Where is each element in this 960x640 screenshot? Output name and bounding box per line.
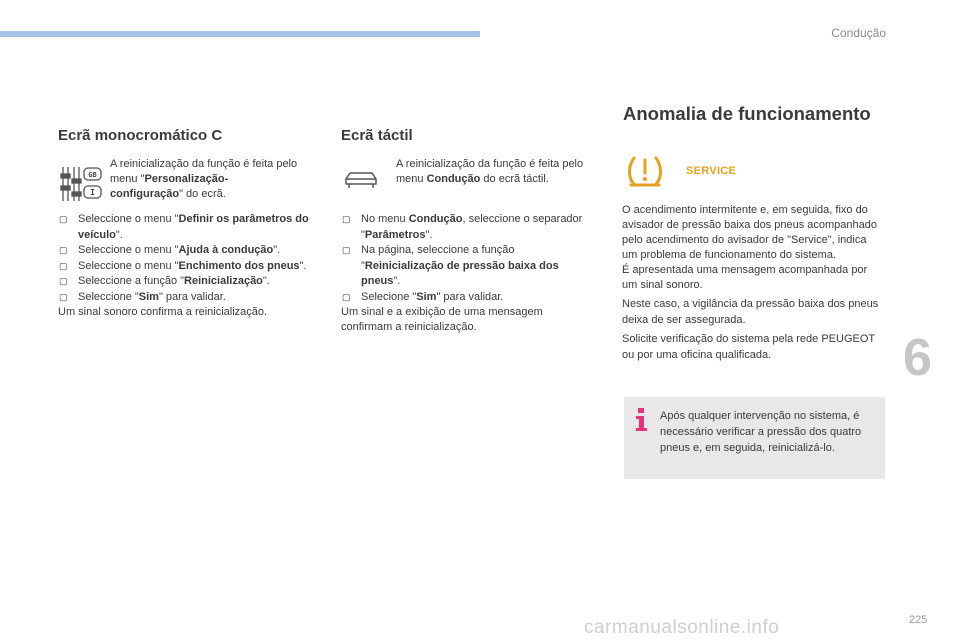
info-note-box: [624, 397, 885, 479]
list-item: ▢ No menu Condução, seleccione o separador "Parâmetros".: [342, 213, 583, 241]
anomaly-paragraph: Neste caso, a vigilância da pressão baixa dos pneus deixa de ser assegurada.: [622, 298, 879, 326]
anomaly-paragraph: O acendimento intermitente e, em seguida, fixo do avisador de pressão baixa dos pneus acompanhado pelo acendimento do avisador de "Service", indica um problema de funcionamento do sistema.: [622, 204, 878, 261]
info-note-text: Após qualquer intervenção no sistema, é necessário verificar a pressão dos quatro pneus e, em seguida, reinicializá-lo.: [660, 410, 862, 454]
watermark: carmanualsonline.info: [584, 617, 780, 638]
anomaly-body: [622, 203, 884, 363]
anomaly-paragraph: É apresentada uma mensagem acompanhada por um sinal sonoro.: [622, 264, 868, 291]
mono-conclusion: Um sinal sonoro confirma a reinicialização.: [58, 306, 268, 318]
mono-section-title: Ecrã monocromático C: [58, 127, 223, 144]
tyre-pressure-warning-icon: [626, 154, 664, 190]
top-accent-bar: [0, 31, 480, 37]
section-header: Condução: [831, 26, 886, 40]
svg-text:I: I: [90, 188, 95, 197]
touch-steps: [341, 212, 591, 335]
touch-section-title: Ecrã táctil: [341, 127, 413, 144]
list-item: ▢ Seleccione "Sim" para validar.: [59, 290, 226, 303]
list-item: ▢ Seleccione a função "Reinicialização".: [59, 275, 270, 287]
list-item: ▢ Seleccione o menu "Ajuda à condução".: [59, 244, 281, 256]
service-warning-label: SERVICE: [686, 165, 737, 177]
touch-conclusion: Um sinal e a exibição de uma mensagem confirmam a reinicialização.: [341, 306, 543, 333]
list-item: ▢ Seleccione o menu "Definir os parâmetros do veículo".: [59, 213, 309, 241]
steering-wheel-controls-icon: [60, 164, 104, 204]
list-item: ▢ Seleccione o menu "Enchimento dos pneus".: [59, 259, 307, 272]
list-item: ▢ Na página, seleccione a função "Reinicialização de pressão baixa dos pneus".: [342, 244, 559, 287]
anomaly-paragraph: Solicite verificação do sistema pela rede PEUGEOT ou por uma oficina qualificada.: [622, 333, 875, 361]
touch-intro: A reinicialização da função é feita pelo menu Condução do ecrã táctil.: [396, 158, 584, 185]
page-number: 225: [909, 614, 928, 626]
list-item: ▢ Selecione "Sim" para validar.: [342, 290, 504, 303]
svg-text:GB: GB: [88, 171, 97, 179]
info-icon: [635, 407, 648, 432]
mono-steps: [58, 212, 313, 320]
anomaly-section-title: Anomalia de funcionamento: [623, 103, 871, 124]
mono-intro: A reinicialização da função é feita pelo menu "Personalização-configuração" do ecrã.: [110, 158, 298, 200]
car-icon: [343, 168, 379, 192]
chapter-number: 6: [903, 329, 932, 387]
